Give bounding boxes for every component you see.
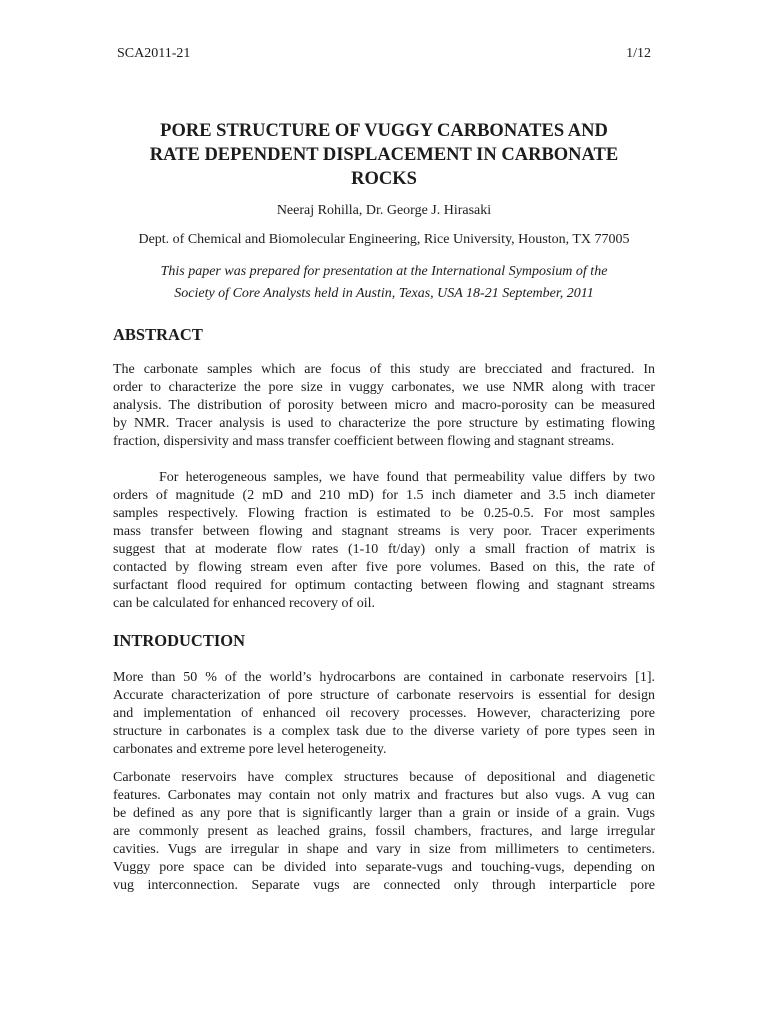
- text-line: by NMR. Tracer analysis is used to characterize the pore structure by estimating flowing: [113, 416, 655, 431]
- text-line: contacted by flowing stream even after five pore volumes. Based on this, the rate of: [113, 560, 655, 575]
- page-header: [117, 46, 651, 64]
- page-number: 1/12: [626, 46, 651, 61]
- text-line: structure in carbonates is a complex task due to the diverse variety of pore types seen in: [113, 724, 655, 739]
- text-line: features. Carbonates may contain not only matrix and fractures but also vugs. A vug can: [113, 788, 655, 803]
- abstract-paragraph-2: [113, 469, 655, 613]
- title-line: ROCKS: [351, 169, 417, 189]
- text-line: Accurate characterization of pore structure of carbonate reservoirs is essential for design: [113, 688, 655, 703]
- title-line: RATE DEPENDENT DISPLACEMENT IN CARBONATE: [149, 145, 619, 165]
- text-line: samples respectively. Flowing fraction is estimated to be 0.25-0.5. For most samples: [113, 506, 655, 521]
- text-line: cavities. Vugs are irregular in shape and vary in size from millimeters to centimeters.: [113, 842, 655, 857]
- text-line: Carbonate reservoirs have complex structures because of depositional and diagenetic: [113, 770, 655, 785]
- title-line: PORE STRUCTURE OF VUGGY CARBONATES AND: [160, 121, 608, 141]
- text-line: analysis. The distribution of porosity between micro and macro-porosity can be measured: [113, 398, 655, 413]
- text-line: are commonly present as leached grains, fossil chambers, fractures, and large irregular: [113, 824, 655, 839]
- text-line: fraction, dispersivity and mass transfer coefficient between flowing and stagnant streams.: [113, 434, 615, 449]
- text-line: vug interconnection. Separate vugs are connected only through interparticle pore: [113, 878, 655, 893]
- introduction-paragraph-2: [113, 769, 655, 895]
- abstract-heading: ABSTRACT: [113, 325, 203, 344]
- text-line: order to characterize the pore size in vuggy carbonates, we use NMR along with tracer: [113, 380, 655, 395]
- text-line: and implementation of enhanced oil recovery processes. However, characterizing pore: [113, 706, 655, 721]
- text-line: suggest that at moderate flow rates (1-10 ft/day) only a small fraction of matrix is: [113, 542, 655, 557]
- presentation-note: [0, 261, 768, 305]
- paper-title: [90, 119, 678, 191]
- text-line: mass transfer between flowing and stagnant streams is very poor. Tracer experiments: [113, 524, 655, 539]
- note-line: Society of Core Analysts held in Austin, Texas, USA 18-21 September, 2011: [174, 286, 594, 301]
- introduction-paragraph-1: [113, 669, 655, 759]
- affiliation: Dept. of Chemical and Biomolecular Engineering, Rice University, Houston, TX 77005: [138, 232, 630, 247]
- text-line: The carbonate samples which are focus of this study are brecciated and fractured. In: [113, 362, 655, 377]
- text-line: More than 50 % of the world’s hydrocarbons are contained in carbonate reservoirs [1].: [113, 670, 655, 685]
- document-id: SCA2011-21: [117, 46, 191, 61]
- text-line: be defined as any pore that is significantly larger than a grain or inside of a grain. Vugs: [113, 806, 655, 821]
- text-line: surfactant flood required for optimum contacting between flowing and stagnant streams: [113, 578, 655, 593]
- text-line: can be calculated for enhanced recovery of oil.: [113, 596, 375, 611]
- authors: Neeraj Rohilla, Dr. George J. Hirasaki: [276, 203, 492, 218]
- text-line: carbonates and extreme pore level heterogeneity.: [113, 742, 387, 757]
- note-line: This paper was prepared for presentation at the International Symposium of the: [160, 264, 608, 279]
- text-line: For heterogeneous samples, we have found that permeability value differs by two: [159, 470, 655, 485]
- text-line: Vuggy pore space can be divided into separate-vugs and touching-vugs, depending on: [113, 860, 655, 875]
- text-line: orders of magnitude (2 mD and 210 mD) for 1.5 inch diameter and 3.5 inch diameter: [113, 488, 655, 503]
- abstract-paragraph-1: [113, 361, 655, 451]
- introduction-heading: INTRODUCTION: [113, 631, 246, 650]
